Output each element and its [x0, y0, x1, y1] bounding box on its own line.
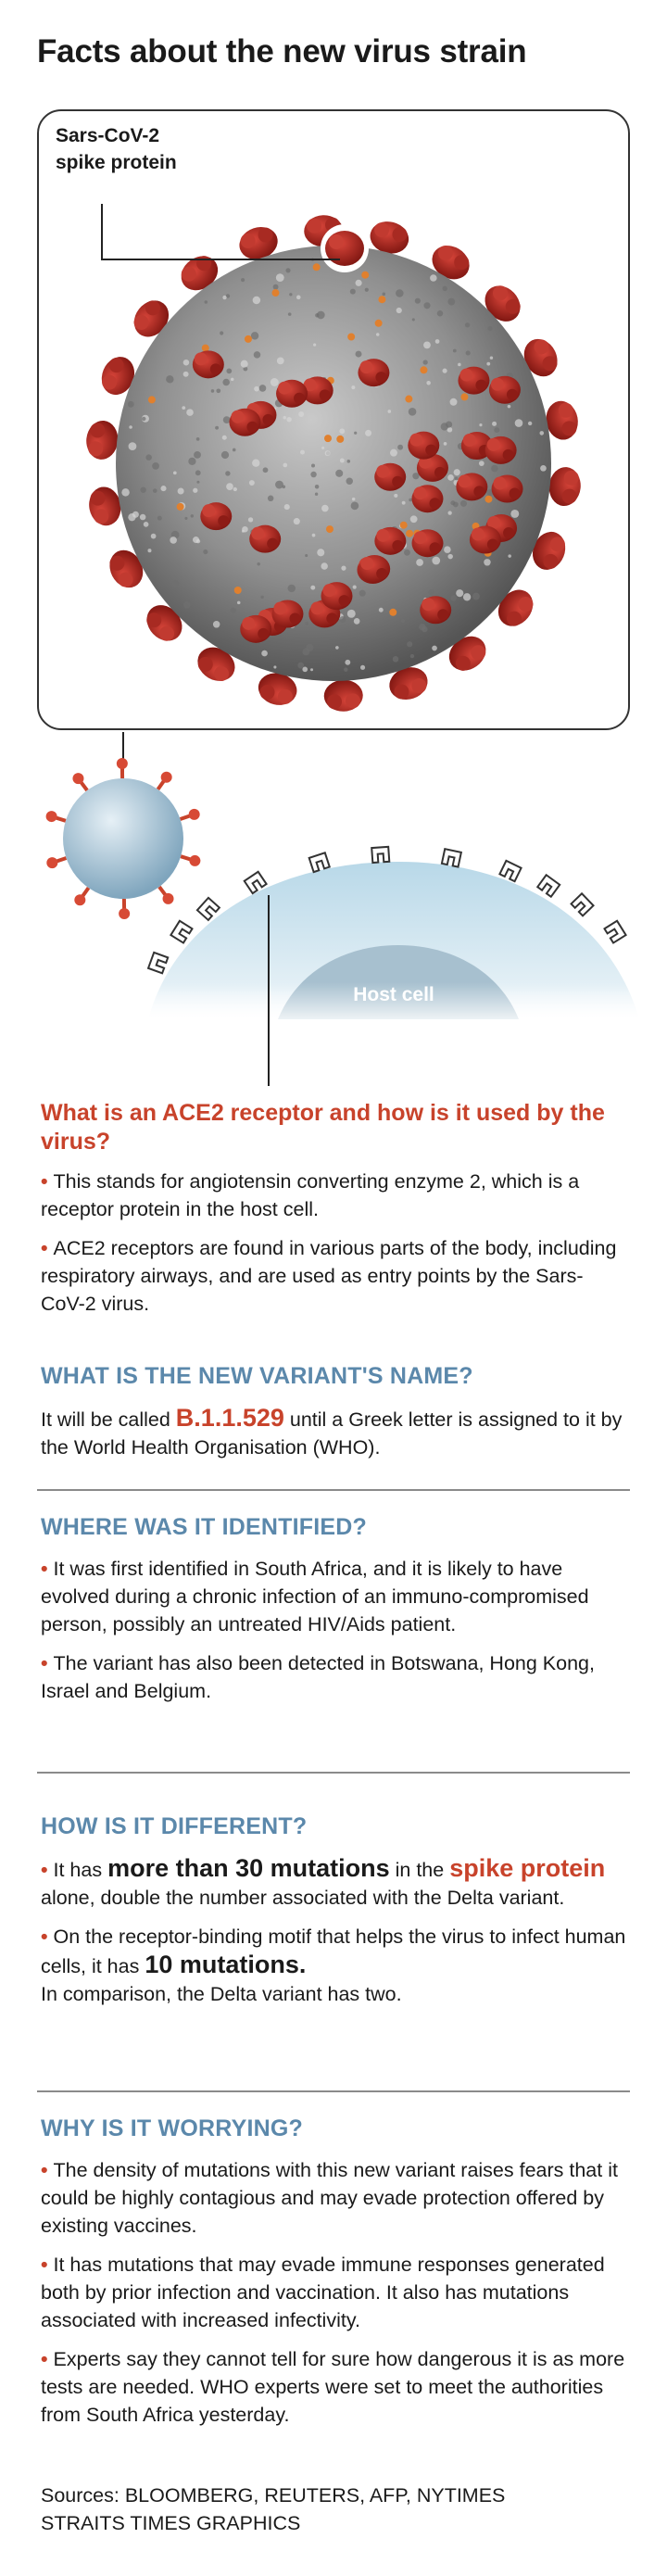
- spike-protein: [456, 473, 487, 500]
- sources: [41, 2481, 505, 2537]
- identified-section: [41, 1513, 626, 1716]
- identified-bullet-2: • The variant has also been detected in Botswana, Hong Kong, Israel and Belgium.: [41, 1652, 595, 1702]
- coronavirus-illustration: [39, 111, 628, 728]
- ace2-heading: What is an ACE2 receptor and how is it used by the virus?: [41, 1100, 605, 1155]
- variant-code: B.1.1.529: [175, 1404, 284, 1432]
- spike-head: [161, 772, 172, 783]
- spike-protein: [193, 350, 224, 378]
- page-title: Facts about the new virus strain: [37, 33, 527, 69]
- spike-protein: [240, 615, 271, 643]
- ace2-receptor: [605, 921, 626, 943]
- variant-name-heading: WHAT IS THE NEW VARIANT'S NAME?: [41, 1363, 473, 1389]
- ace2-bullet-1: • This stands for angiotensin converting enzyme 2, which is a receptor protein in the host cell.: [41, 1170, 580, 1220]
- spike-head: [72, 773, 83, 784]
- spike-head: [117, 758, 128, 769]
- spike-protein: [485, 436, 517, 464]
- divider-2: [37, 1772, 630, 1774]
- ace2-receptor: [197, 898, 220, 920]
- ace2-receptor: [442, 849, 461, 866]
- spike-protein: [492, 475, 523, 503]
- spike-protein: [200, 502, 232, 530]
- small-virus: [46, 758, 201, 919]
- highlighted-spike-protein: [321, 224, 369, 272]
- worrying-section: [41, 2115, 626, 2440]
- different-bullet-1: • It has more than 30 mutations in the spike protein alone, double the number associated with the Delta variant.: [41, 1854, 606, 1909]
- ace2-bullet-2: • ACE2 receptors are found in various parts of the body, including respiratory airways, and are used as entry points by the Sars-CoV-2 virus.: [41, 1237, 617, 1315]
- virus-body: [84, 214, 583, 712]
- worrying-bullet-1: • The density of mutations with this new variant raises fears that it could be highly contagious and may evade protection offered by existing vaccines.: [41, 2159, 618, 2237]
- divider-3: [37, 2090, 630, 2092]
- host-cell-diagram: [0, 723, 667, 1093]
- worrying-heading: WHY IS IT WORRYING?: [41, 2115, 303, 2141]
- worrying-bullet-3: • Experts say they cannot tell for sure how dangerous it is as more tests are needed. WHO experts were set to meet the authorities from South Africa yesterday.: [41, 2348, 625, 2426]
- spike-protein: [374, 463, 406, 491]
- spike-protein: [411, 485, 443, 512]
- ace2-section: [41, 1099, 626, 1329]
- spike-protein: [358, 359, 389, 386]
- ace2-receptor: [170, 921, 192, 943]
- ace2-receptor: [499, 861, 521, 881]
- spike-protein: [470, 526, 501, 554]
- spike-head: [163, 893, 174, 904]
- spike-head: [119, 908, 130, 919]
- spike-protein: [321, 582, 352, 610]
- different-bullet-2: • On the receptor-binding motif that helps the virus to infect human cells, it has 10 mutations. In comparison, the Delta variant has two.: [41, 1926, 626, 2005]
- sources-line-1: Sources: BLOOMBERG, REUTERS, AFP, NYTIMES: [41, 2484, 506, 2507]
- spike-head: [189, 855, 200, 866]
- ace2-receptor: [537, 875, 560, 897]
- host-cell-label: Host cell: [353, 984, 434, 1005]
- ace2-receptor: [572, 893, 594, 915]
- spike-protein: [276, 380, 308, 408]
- divider-1: [37, 1489, 630, 1491]
- spike-protein: [229, 409, 260, 436]
- virus-illustration-box: [37, 109, 630, 730]
- different-heading: HOW IS IT DIFFERENT?: [41, 1813, 308, 1839]
- ace2-receptor: [148, 953, 168, 973]
- spike-head: [46, 811, 57, 822]
- spike-head: [189, 809, 200, 820]
- sources-line-2: STRAITS TIMES GRAPHICS: [41, 2512, 301, 2534]
- ace2-receptor: [371, 847, 389, 863]
- spike-protein: [359, 555, 390, 583]
- different-section: [41, 1812, 626, 2019]
- small-virus-body: [63, 778, 183, 899]
- spike-protein: [408, 432, 439, 460]
- spike-protein: [249, 525, 281, 553]
- spike-head: [74, 894, 85, 905]
- spike-protein: [271, 600, 303, 627]
- spike-protein: [420, 596, 451, 624]
- identified-heading: WHERE WAS IT IDENTIFIED?: [41, 1514, 368, 1540]
- worrying-bullet-2: • It has mutations that may evade immune responses generated both by prior infection and vaccination. It also has mutations associated with increased infectivity.: [41, 2254, 605, 2331]
- spike-protein: [489, 376, 521, 404]
- spike-protein: [412, 529, 444, 557]
- identified-bullet-1: • It was first identified in South Africa, and it is likely to have evolved during a chronic infection of an immuno-compromised person, possibly an untreated HIV/Aids patient.: [41, 1558, 589, 1635]
- variant-name-section: [41, 1362, 626, 1472]
- spike-protein: [458, 367, 489, 395]
- variant-name-text: It will be called B.1.1.529 until a Greek letter is assigned to it by the World Health Organisation (WHO).: [41, 1404, 623, 1458]
- spike-protein-label: Sars-CoV-2 spike protein: [56, 125, 177, 173]
- spike-protein: [374, 527, 406, 555]
- spike-head: [46, 857, 57, 868]
